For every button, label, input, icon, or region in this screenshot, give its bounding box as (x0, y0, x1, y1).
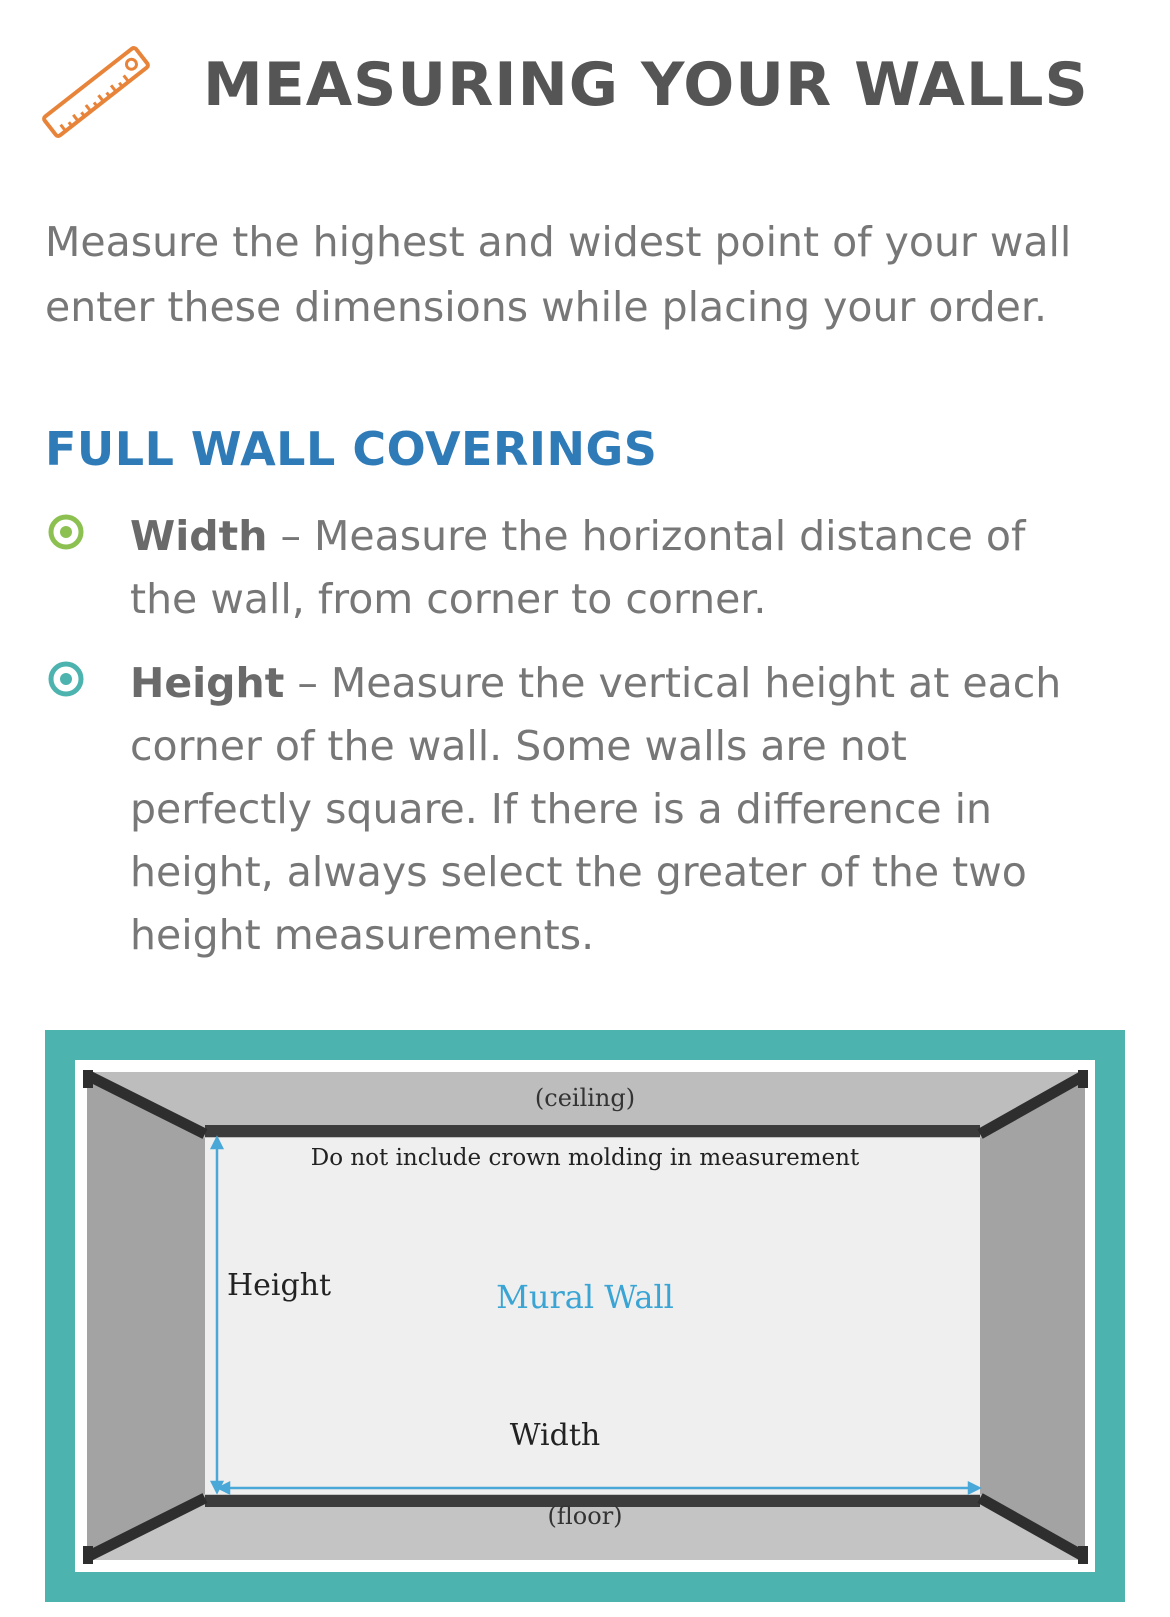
page-title: MEASURING YOUR WALLS (203, 50, 1089, 120)
left-wall (87, 1072, 205, 1560)
header (0, 0, 1170, 170)
target-bullet-icon (47, 513, 85, 551)
target-bullet-icon (47, 660, 85, 698)
bullet-term-height: Height (130, 659, 285, 707)
right-wall (980, 1072, 1085, 1560)
bullet-description: Measure the vertical height at each corner of the wall. Some walls are not perfectly square. If there is a difference in height, always select the greater of the two height measurements. (130, 659, 1062, 959)
molding-note: Do not include crown molding in measurement (310, 1145, 860, 1171)
floor-label: (floor) (547, 1502, 623, 1530)
bullet-separator: – (267, 512, 314, 560)
bullet-separator: – (284, 659, 331, 707)
intro-text: Measure the highest and widest point of your wall enter these dimensions while placing your order. (45, 218, 1072, 331)
width-label: Width (509, 1418, 601, 1453)
ruler-icon (40, 36, 152, 148)
height-label: Height (227, 1268, 332, 1303)
ceiling-label: (ceiling) (534, 1084, 636, 1112)
bullet-description: Measure the horizontal distance of the wall, from corner to corner. (130, 512, 1026, 623)
bullet-width-text (130, 505, 1090, 631)
bullet-term-width: Width (130, 512, 268, 560)
wall-diagram (45, 1030, 1125, 1602)
bullet-height-text (130, 652, 1090, 967)
mural-wall-label: Mural Wall (496, 1278, 674, 1316)
section-title: FULL WALL COVERINGS (45, 422, 658, 476)
